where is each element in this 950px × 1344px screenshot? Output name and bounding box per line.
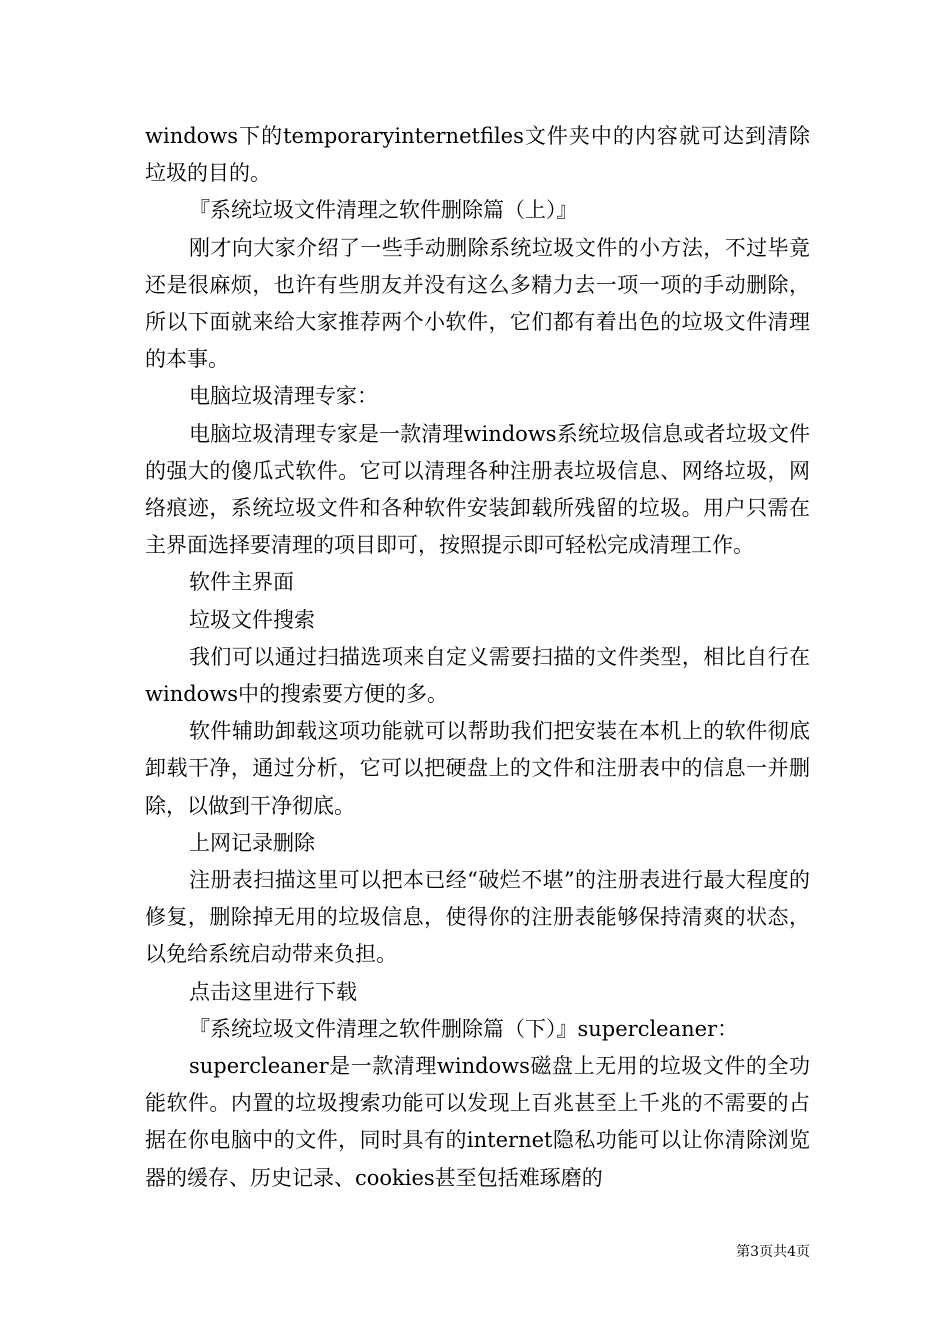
paragraph: 软件辅助卸载这项功能就可以帮助我们把安装在本机上的软件彻底卸载干净，通过分析，它可以把硬盘上的文件和注册表中的信息一并删除，以做到干净彻底。 bbox=[145, 719, 810, 818]
section-heading: 『系统垃圾文件清理之软件删除篇（下）』supercleaner： bbox=[189, 1016, 739, 1041]
document-body bbox=[145, 118, 810, 1197]
section-heading: 『系统垃圾文件清理之软件删除篇（上）』 bbox=[189, 198, 578, 223]
subheading: 垃圾文件搜索 bbox=[189, 607, 315, 632]
paragraph: windows下的temporaryinternetfiles文件夹中的内容就可达到清除垃圾的目的。 bbox=[145, 124, 810, 186]
subheading: 电脑垃圾清理专家： bbox=[189, 384, 378, 409]
paragraph: 我们可以通过扫描选项来自定义需要扫描的文件类型，相比自行在windows中的搜索要方便的多。 bbox=[145, 644, 810, 707]
subheading: 上网记录删除 bbox=[189, 830, 315, 855]
paragraph: 电脑垃圾清理专家是一款清理windows系统垃圾信息或者垃圾文件的强大的傻瓜式软件。它可以清理各种注册表垃圾信息、网络垃圾，网络痕迹，系统垃圾文件和各种软件安装卸载所残留的垃圾。用户只需在主界面选择要清理的项目即可，按照提示即可轻松完成清理工作。 bbox=[145, 421, 810, 558]
paragraph: supercleaner是一款清理windows磁盘上无用的垃圾文件的全功能软件。内置的垃圾搜索功能可以发现上百兆甚至上千兆的不需要的占据在你电脑中的文件，同时具有的internet隐私功能可以让你清除浏览器的缓存、历史记录、cookies甚至包括难琢磨的 bbox=[145, 1054, 810, 1190]
page-number: 第3页共4页 bbox=[736, 1244, 810, 1260]
download-link-text: 点击这里进行下载 bbox=[189, 979, 357, 1004]
paragraph: 刚才向大家介绍了一些手动删除系统垃圾文件的小方法，不过毕竟还是很麻烦，也许有些朋友并没有这么多精力去一项一项的手动删除，所以下面就来给大家推荐两个小软件，它们都有着出色的垃圾文件清理的本事。 bbox=[145, 235, 810, 372]
paragraph: 注册表扫描这里可以把本已经“破烂不堪”的注册表进行最大程度的修复，删除掉无用的垃圾信息，使得你的注册表能够保持清爽的状态，以免给系统启动带来负担。 bbox=[145, 868, 810, 967]
subheading: 软件主界面 bbox=[189, 570, 294, 595]
